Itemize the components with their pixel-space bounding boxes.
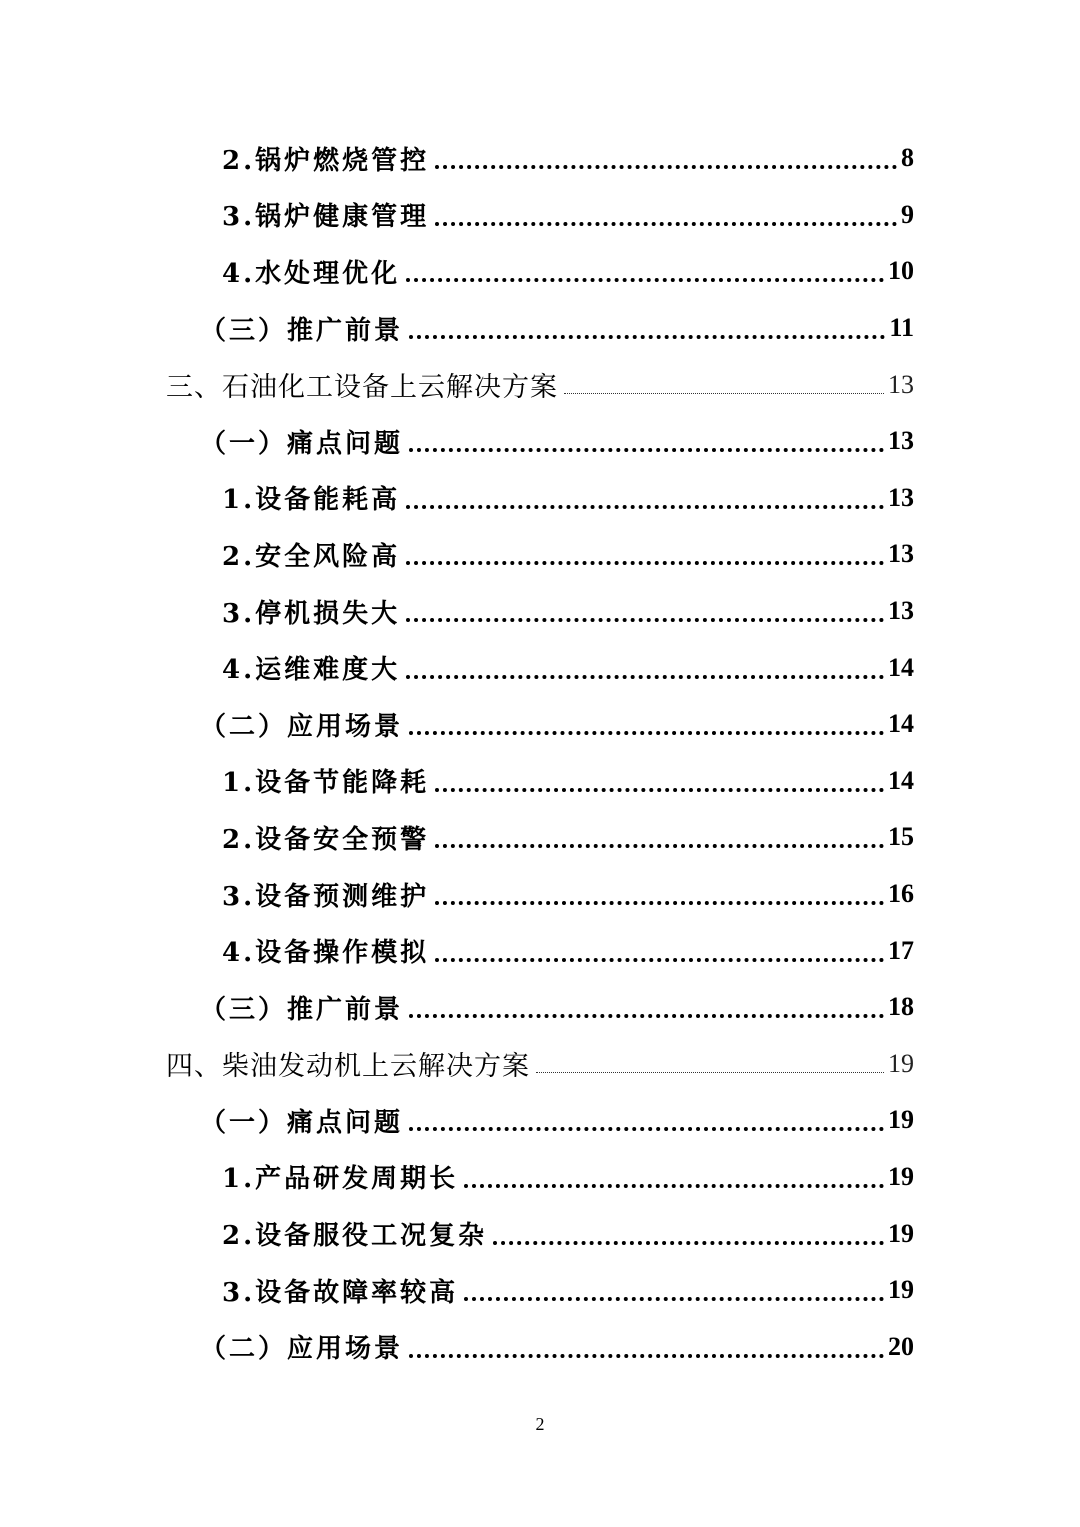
toc-entry[interactable] <box>0 1205 1080 1262</box>
toc-entry[interactable] <box>0 696 1080 753</box>
toc-entry[interactable] <box>0 1262 1080 1319</box>
toc-entry-page: 13 <box>888 426 914 456</box>
toc-entry-page: 15 <box>888 822 914 852</box>
toc-entry[interactable] <box>0 1036 1080 1093</box>
toc-entry-page: 11 <box>889 313 914 343</box>
toc-entry-title: 3.停机损失大 <box>222 598 401 629</box>
toc-entry-title: 4.设备操作模拟 <box>222 938 430 969</box>
toc-dot-leader <box>435 901 884 905</box>
toc-dot-leader <box>409 731 884 735</box>
toc-entry[interactable] <box>0 922 1080 979</box>
toc-entry[interactable] <box>0 1318 1080 1375</box>
toc-entry-title: 4.运维难度大 <box>222 655 401 686</box>
page-number: 2 <box>535 1414 545 1434</box>
toc-entry[interactable] <box>0 1092 1080 1149</box>
toc-entry-title: （三）推广前景 <box>200 315 404 346</box>
toc-entry-page: 19 <box>888 1161 914 1191</box>
toc-entry-page: 13 <box>888 369 914 399</box>
toc-dot-leader <box>435 165 897 169</box>
toc-entry-title: 2.设备服役工况复杂 <box>222 1221 488 1252</box>
toc-dot-leader <box>464 1297 884 1301</box>
toc-entry[interactable] <box>0 1149 1080 1206</box>
toc-entry-page: 14 <box>888 709 914 739</box>
toc-entry-title: 2.锅炉燃烧管控 <box>222 145 430 176</box>
toc-entry-title: 1.设备节能降耗 <box>222 768 430 799</box>
toc-entry-page: 14 <box>888 765 914 795</box>
toc-entry-page: 13 <box>888 482 914 512</box>
toc-dot-leader <box>409 335 885 339</box>
toc-entry[interactable] <box>0 583 1080 640</box>
toc-entry[interactable] <box>0 866 1080 923</box>
toc-dot-leader <box>409 1014 884 1018</box>
table-of-contents <box>0 130 1080 1375</box>
toc-entry-page: 20 <box>888 1331 914 1361</box>
toc-entry[interactable] <box>0 187 1080 244</box>
toc-entry-page: 19 <box>888 1218 914 1248</box>
toc-dot-leader <box>493 1241 884 1245</box>
toc-dot-leader <box>464 1184 884 1188</box>
toc-entry[interactable] <box>0 979 1080 1036</box>
toc-entry[interactable] <box>0 243 1080 300</box>
toc-entry[interactable] <box>0 809 1080 866</box>
toc-dot-leader <box>435 958 884 962</box>
toc-dot-leader <box>536 1072 884 1073</box>
toc-entry-title: 1.产品研发周期长 <box>222 1164 459 1195</box>
toc-entry-title: 三、石油化工设备上云解决方案 <box>166 372 558 404</box>
toc-dot-leader <box>406 561 884 565</box>
toc-entry-page: 16 <box>888 879 914 909</box>
toc-entry-page: 10 <box>888 256 914 286</box>
toc-dot-leader <box>564 393 884 394</box>
toc-dot-leader <box>435 222 897 226</box>
toc-entry-page: 14 <box>888 652 914 682</box>
toc-dot-leader <box>406 675 884 679</box>
toc-dot-leader <box>409 1354 884 1358</box>
toc-dot-leader <box>435 844 884 848</box>
toc-entry-page: 13 <box>888 596 914 626</box>
toc-entry-title: （二）应用场景 <box>200 1334 404 1365</box>
toc-dot-leader <box>406 618 884 622</box>
toc-entry-title: （一）痛点问题 <box>200 428 404 459</box>
toc-entry[interactable] <box>0 526 1080 583</box>
toc-entry-page: 9 <box>901 199 914 229</box>
toc-entry[interactable] <box>0 130 1080 187</box>
toc-entry-title: （一）痛点问题 <box>200 1107 404 1138</box>
toc-entry-page: 19 <box>888 1275 914 1305</box>
toc-dot-leader <box>409 1127 884 1131</box>
toc-dot-leader <box>406 278 884 282</box>
toc-entry-title: 四、柴油发动机上云解决方案 <box>166 1051 530 1083</box>
toc-entry-page: 13 <box>888 539 914 569</box>
toc-entry[interactable] <box>0 639 1080 696</box>
toc-entry[interactable] <box>0 300 1080 357</box>
toc-entry-page: 18 <box>888 992 914 1022</box>
toc-entry-title: （三）推广前景 <box>200 994 404 1025</box>
toc-entry-title: 2.安全风险高 <box>222 541 401 572</box>
toc-entry-page: 19 <box>888 1048 914 1078</box>
toc-entry[interactable] <box>0 413 1080 470</box>
toc-dot-leader <box>409 448 884 452</box>
toc-entry-title: 2.设备安全预警 <box>222 824 430 855</box>
toc-dot-leader <box>435 788 884 792</box>
toc-entry-title: （二）应用场景 <box>200 711 404 742</box>
toc-entry-page: 17 <box>888 935 914 965</box>
toc-dot-leader <box>406 505 884 509</box>
toc-entry[interactable] <box>0 356 1080 413</box>
toc-entry[interactable] <box>0 470 1080 527</box>
toc-entry-page: 8 <box>901 143 914 173</box>
toc-entry-title: 3.锅炉健康管理 <box>222 202 430 233</box>
toc-entry-page: 19 <box>888 1105 914 1135</box>
toc-entry-title: 3.设备故障率较高 <box>222 1277 459 1308</box>
toc-entry[interactable] <box>0 753 1080 810</box>
toc-entry-title: 3.设备预测维护 <box>222 881 430 912</box>
toc-entry-title: 1.设备能耗高 <box>222 485 401 516</box>
toc-entry-title: 4.水处理优化 <box>222 258 401 289</box>
